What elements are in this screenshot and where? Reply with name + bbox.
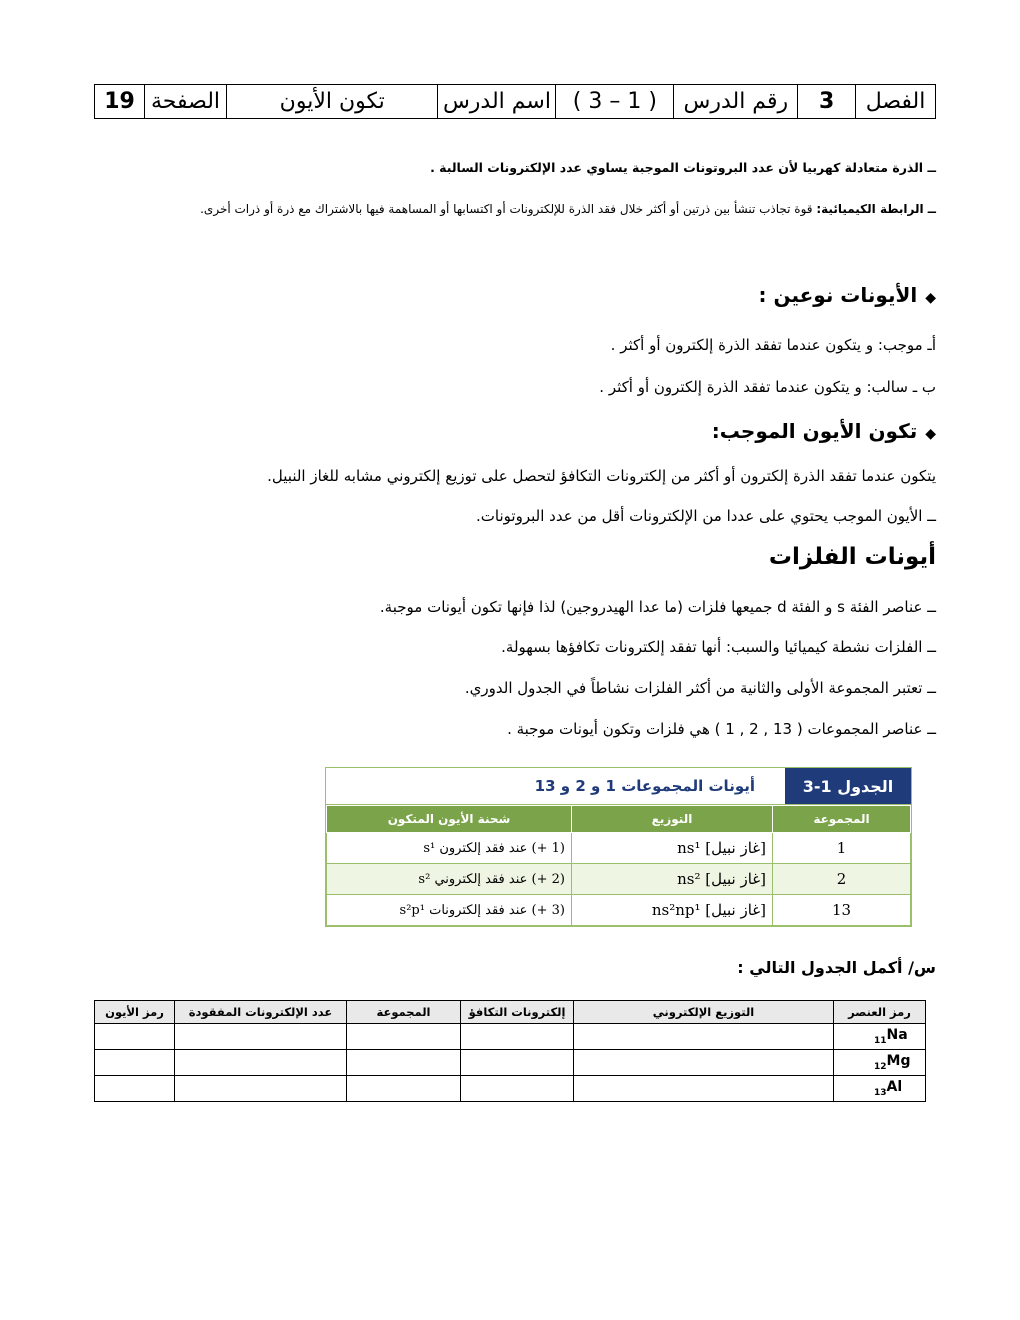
chapter-number: 3 [798, 85, 856, 119]
table-3-1-title-bar [326, 768, 911, 805]
answer-cell[interactable] [95, 1050, 175, 1076]
header-lost-electrons: عدد الإلكترونات المفقودة [175, 1001, 347, 1024]
group-cell: 1 [773, 833, 911, 864]
lesson-name-label: اسم الدرس [438, 85, 556, 119]
table-3-1-caption: أيونات المجموعات 1 و 2 و 13 [326, 768, 785, 804]
answer-cell[interactable] [574, 1024, 834, 1050]
table-row [327, 864, 911, 895]
metal-ions-paragraph-4: ــ عناصر المجموعات ( 13 , 2 , 1 ) هي فلزات وتكون أيونات موجبة . [507, 720, 936, 738]
charge-cell: (1 +) عند فقد إلكترون s¹ [327, 833, 572, 864]
distribution-cell: [غاز نبيل] ns¹ [572, 833, 773, 864]
ion-types-heading [759, 283, 937, 307]
lesson-number: ( 1 – 3 ) [556, 85, 674, 119]
table-3-1-header-charge: شحنة الأيون المتكون [327, 806, 572, 833]
question-heading: س/ أكمل الجدول التالي : [737, 958, 936, 977]
chemical-bond-text: قوة تجاذب تنشأ بين ذرتين أو أكثر خلال فقد الذرة للإلكترونات أو اكتسابها أو المساهمة فيها بالاشتراك مع ذرة أو ذرات أخرى. [200, 202, 817, 216]
positive-ion-type: أـ موجب: و يتكون عندما تفقد الذرة إلكترون أو أكثر . [610, 336, 936, 354]
positive-ion-heading [712, 419, 936, 443]
table-3-1-grid [326, 805, 911, 926]
answer-cell[interactable] [461, 1024, 574, 1050]
metal-ions-paragraph-2: ــ الفلزات نشطة كيميائيا والسبب: أنها تفقد إلكترونات تكافؤها بسهولة. [501, 638, 936, 656]
answer-cell[interactable] [461, 1076, 574, 1102]
header-valence-electrons: إلكترونات التكافؤ [461, 1001, 574, 1024]
page-label: الصفحة [145, 85, 227, 119]
distribution-cell: [غاز نبيل] ns² [572, 864, 773, 895]
chemical-bond-definition [200, 202, 936, 216]
answer-cell[interactable] [574, 1050, 834, 1076]
table-row [95, 1050, 926, 1076]
metal-ions-heading: أيونات الفلزات [768, 544, 936, 570]
group-cell: 2 [773, 864, 911, 895]
chapter-label: الفصل [856, 85, 936, 119]
charge-cell: (3 +) عند فقد إلكترونات s²p¹ [327, 895, 572, 926]
positive-ion-heading-text: تكون الأيون الموجب: [711, 419, 918, 443]
neutral-atom-note: ــ الذرة متعادلة كهربيا لأن عدد البروتونات الموجبة يساوي عدد الإلكترونات السالبة . [430, 160, 936, 175]
metal-ions-paragraph-1: ــ عناصر الفئة s و الفئة d جميعها فلزات (ما عدا الهيدروجين) لذا فإنها تكون أيونات موجبة. [379, 598, 936, 616]
lesson-number-label: رقم الدرس [674, 85, 798, 119]
answer-cell[interactable] [95, 1024, 175, 1050]
answer-cell[interactable] [574, 1076, 834, 1102]
page-number: 19 [95, 85, 145, 119]
header-electron-config: التوزيع الإلكتروني [574, 1001, 834, 1024]
table-3-1 [325, 767, 912, 927]
ion-types-heading-text: الأيونات نوعين : [758, 283, 918, 307]
answer-cell[interactable] [175, 1024, 347, 1050]
header-group: المجموعة [347, 1001, 461, 1024]
negative-ion-type: ب ـ سالب: و يتكون عندما تفقد الذرة إلكترون أو أكثر . [599, 378, 936, 396]
table-3-1-header-dist: التوزيع [572, 806, 773, 833]
table-3-1-header-group: المجموعة [773, 806, 911, 833]
answer-cell[interactable] [175, 1076, 347, 1102]
answer-cell[interactable] [95, 1076, 175, 1102]
table-row [95, 1076, 926, 1102]
lesson-header-table [94, 84, 936, 119]
header-ion-symbol: رمز الأيون [95, 1001, 175, 1024]
positive-ion-paragraph-1: يتكون عندما تفقد الذرة إلكترون أو أكثر من إلكترونات التكافؤ لتحصل على توزيع إلكتروني مشابه للغاز النبيل. [267, 467, 936, 485]
table-row [327, 895, 911, 926]
answer-cell[interactable] [175, 1050, 347, 1076]
answer-cell[interactable] [461, 1050, 574, 1076]
table-3-1-label: الجدول 1-3 [785, 768, 911, 804]
metal-ions-paragraph-3: ــ تعتبر المجموعة الأولى والثانية من أكثر الفلزات نشاطاً في الجدول الدوري. [464, 679, 936, 697]
diamond-bullet-icon: ◆ [925, 426, 936, 442]
diamond-bullet-icon: ◆ [925, 290, 936, 306]
header-element-symbol: رمز العنصر [834, 1001, 926, 1024]
distribution-cell: [غاز نبيل] ns²np¹ [572, 895, 773, 926]
exercise-table [94, 1000, 926, 1102]
group-cell: 13 [773, 895, 911, 926]
table-row [95, 1024, 926, 1050]
element-aluminum: $_{13}$Al [834, 1076, 926, 1102]
answer-cell[interactable] [347, 1024, 461, 1050]
positive-ion-paragraph-2: ــ الأيون الموجب يحتوي على عددا من الإلكترونات أقل من عدد البروتونات. [476, 507, 936, 525]
answer-cell[interactable] [347, 1076, 461, 1102]
lesson-name: تكون الأيون [226, 85, 437, 119]
element-sodium: $_{11}$Na [834, 1024, 926, 1050]
element-magnesium: $_{12}$Mg [834, 1050, 926, 1076]
answer-cell[interactable] [347, 1050, 461, 1076]
chemical-bond-term: ــ الرابطة الكيميائية: [816, 202, 936, 216]
charge-cell: (2 +) عند فقد إلكتروني s² [327, 864, 572, 895]
table-row [327, 833, 911, 864]
